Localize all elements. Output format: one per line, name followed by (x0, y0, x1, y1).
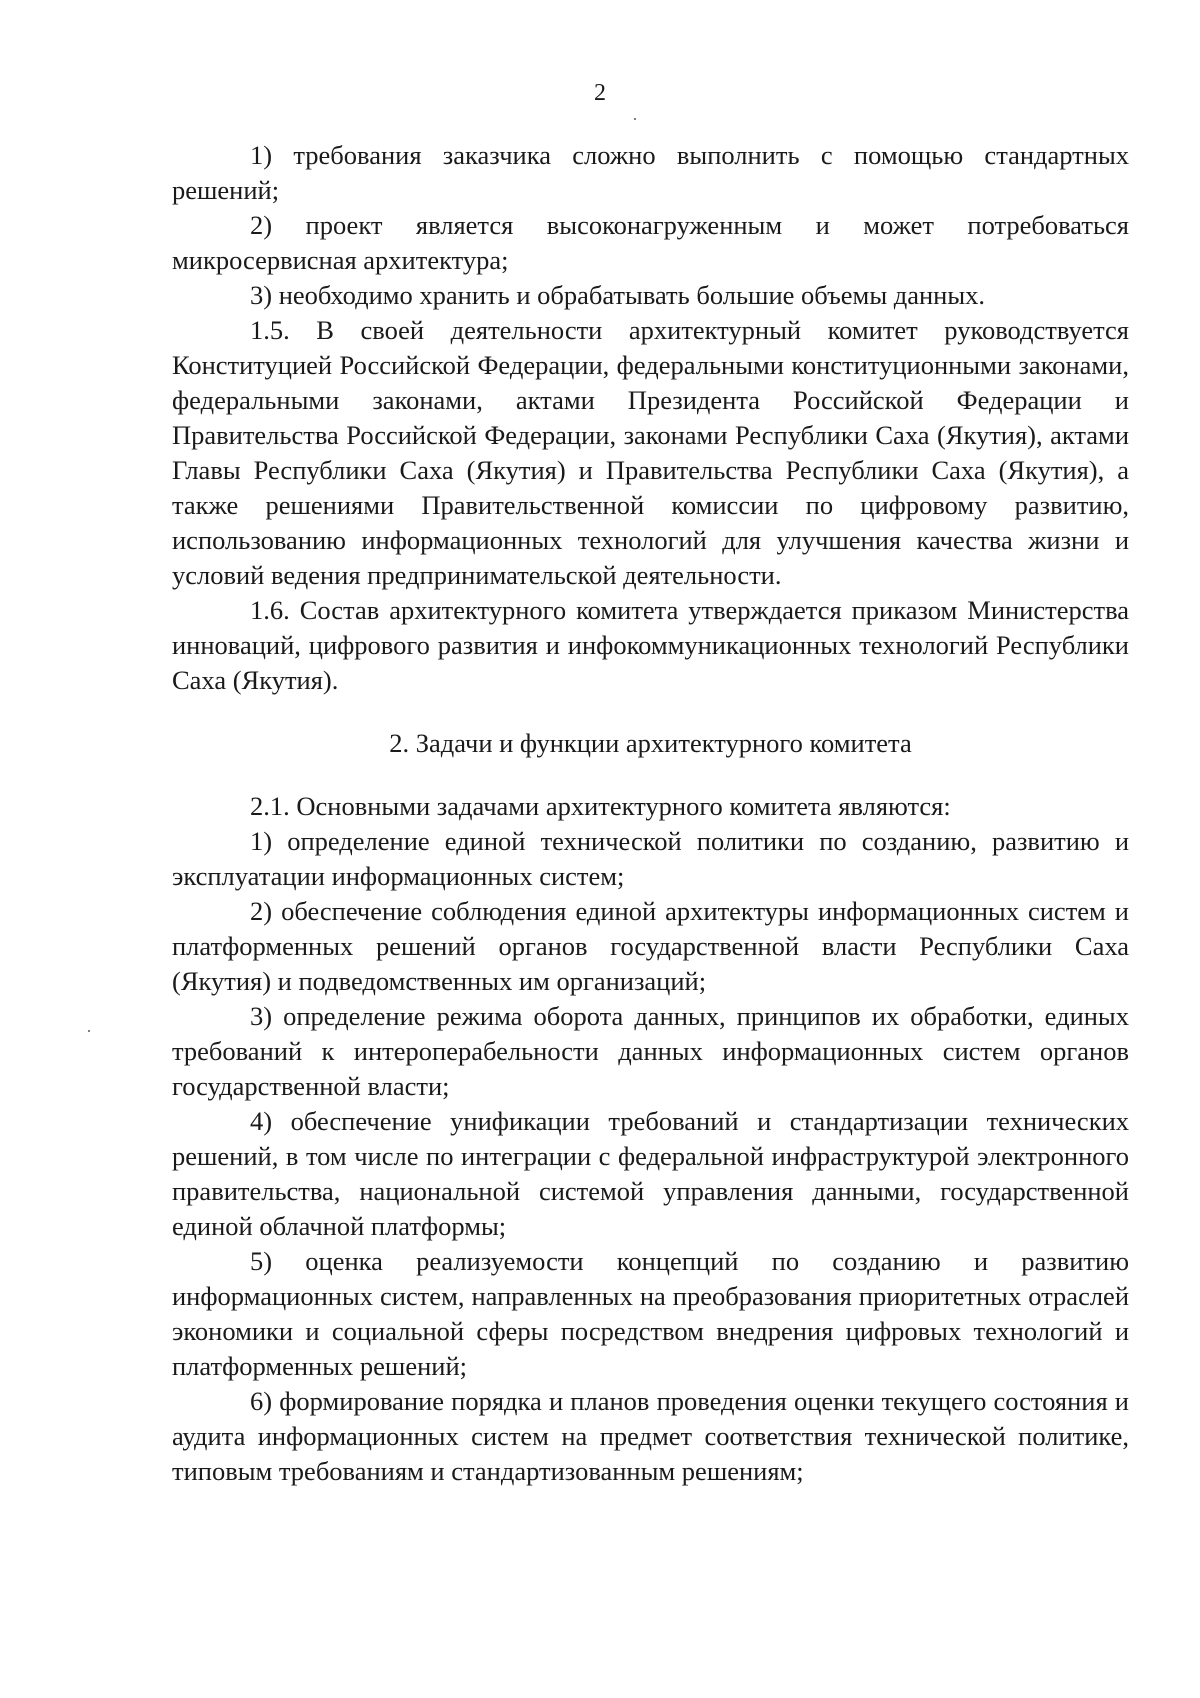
list-item: 4) обеспечение унификации требований и стандартизации технических решений, в том числе по интеграции с федеральной инфраструктурой электронного правительства, национальной системой управления данными, государственной единой облачной платформы; (172, 1106, 1129, 1241)
list-item: 1) определение единой технической политики по созданию, развитию и эксплуатации информационных систем; (172, 826, 1129, 891)
list-item: 1) требования заказчика сложно выполнить с помощью стандартных решений; (172, 140, 1129, 205)
list-item: 3) определение режима оборота данных, принципов их обработки, единых требований к интероперабельности данных информационных систем органов государственной власти; (172, 1001, 1129, 1101)
clause-1-6: 1.6. Состав архитектурного комитета утверждается приказом Министерства инноваций, цифрового развития и инфокоммуникационных технологий Республики Саха (Якутия). (172, 595, 1129, 695)
section-heading: 2. Задачи и функции архитектурного комитета (389, 728, 912, 758)
list-item: 2) проект является высоконагруженным и может потребоваться микросервисная архитектура; (172, 210, 1129, 275)
scan-speck (88, 1030, 90, 1032)
page-number: 2 (594, 80, 606, 106)
clause-2-1: 2.1. Основными задачами архитектурного комитета являются: (250, 791, 951, 821)
scan-speck (634, 118, 636, 120)
list-item: 2) обеспечение соблюдения единой архитектуры информационных систем и платформенных решений органов государственной власти Республики Саха (Якутия) и подведомственных им организаций; (172, 896, 1129, 996)
document-body (172, 138, 1129, 1489)
list-item: 5) оценка реализуемости концепций по созданию и развитию информационных систем, направленных на преобразования приоритетных отраслей экономики и социальной сферы посредством внедрения цифровых технологий и платформенных решений; (172, 1246, 1129, 1381)
clause-1-5: 1.5. В своей деятельности архитектурный комитет руководствуется Конституцией Российской Федерации, федеральными конституционными законами, федеральными законами, актами Президента Российской Федерации и Правительства Российской Федерации, законами Республики Саха (Якутия), актами Главы Республики Саха (Якутия) и Правительства Республики Саха (Якутия), а также решениями Правительственной комиссии по цифровому развитию, использованию информационных технологий для улучшения качества жизни и условий ведения предпринимательской деятельности. (172, 315, 1129, 590)
list-item: 6) формирование порядка и планов проведения оценки текущего состояния и аудита информационных систем на предмет соответствия технической политике, типовым требованиям и стандартизованным решениям; (172, 1386, 1129, 1486)
list-item: 3) необходимо хранить и обрабатывать большие объемы данных. (250, 280, 986, 310)
